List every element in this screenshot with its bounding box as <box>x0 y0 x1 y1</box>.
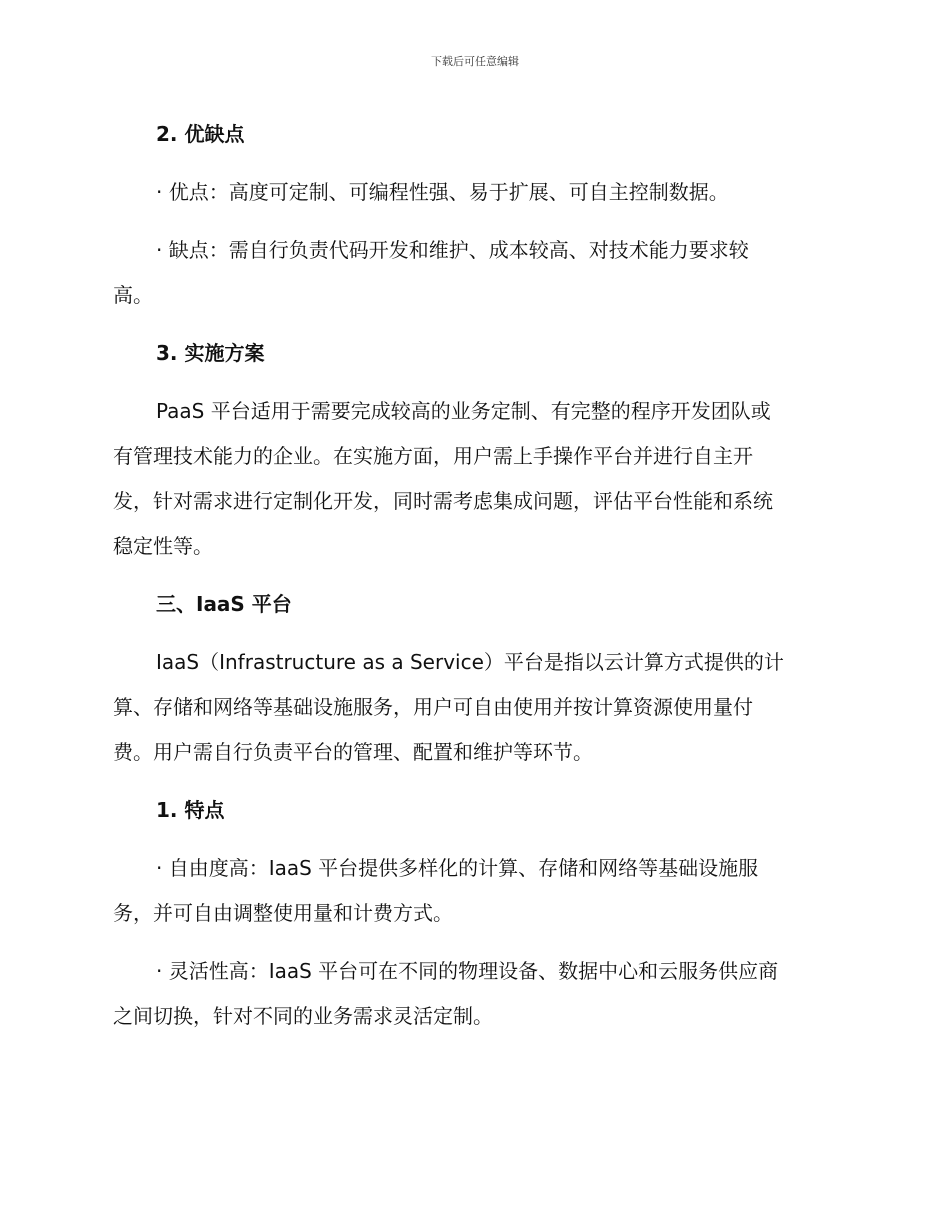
paragraph-freedom <box>113 846 838 936</box>
document-body <box>113 112 838 1052</box>
iaas-line-1: IaaS（Infrastructure as a Service）平台是指以云计算方式提供的计 <box>156 650 784 674</box>
cons-line-1: · 缺点：需自行负责代码开发和维护、成本较高、对技术能力要求较 <box>156 238 749 262</box>
paragraph-flexibility <box>113 949 838 1039</box>
flexibility-line-1: · 灵活性高：IaaS 平台可在不同的物理设备、数据中心和云服务供应商 <box>156 959 779 983</box>
implementation-line-1: PaaS 平台适用于需要完成较高的业务定制、有完整的程序开发团队或 <box>156 399 771 423</box>
iaas-line-3: 费。用户需自行负责平台的管理、配置和维护等环节。 <box>113 740 593 764</box>
freedom-line-1: · 自由度高：IaaS 平台提供多样化的计算、存储和网络等基础设施服 <box>156 856 759 880</box>
heading-iaas: 三、IaaS 平台 <box>156 592 292 616</box>
paragraph-implementation <box>113 389 838 569</box>
flexibility-line-2: 之间切换，针对不同的业务需求灵活定制。 <box>113 1004 493 1028</box>
implementation-line-2: 有管理技术能力的企业。在实施方面，用户需上手操作平台并进行自主开 <box>113 444 753 468</box>
implementation-line-4: 稳定性等。 <box>113 534 213 558</box>
heading-implementation: 3. 实施方案 <box>156 341 265 365</box>
implementation-line-3: 发，针对需求进行定制化开发，同时需考虑集成问题，评估平台性能和系统 <box>113 489 773 513</box>
page-header-note: 下载后可任意编辑 <box>431 55 519 68</box>
iaas-line-2: 算、存储和网络等基础设施服务，用户可自由使用并按计算资源使用量付 <box>113 695 753 719</box>
cons-line-2: 高。 <box>113 283 153 307</box>
heading-features: 1. 特点 <box>156 798 225 822</box>
paragraph-cons <box>113 228 838 318</box>
paragraph-iaas <box>113 640 838 775</box>
paragraph-pros: · 优点：高度可定制、可编程性强、易于扩展、可自主控制数据。 <box>156 180 729 204</box>
freedom-line-2: 务，并可自由调整使用量和计费方式。 <box>113 901 453 925</box>
heading-pros-cons: 2. 优缺点 <box>156 122 245 146</box>
